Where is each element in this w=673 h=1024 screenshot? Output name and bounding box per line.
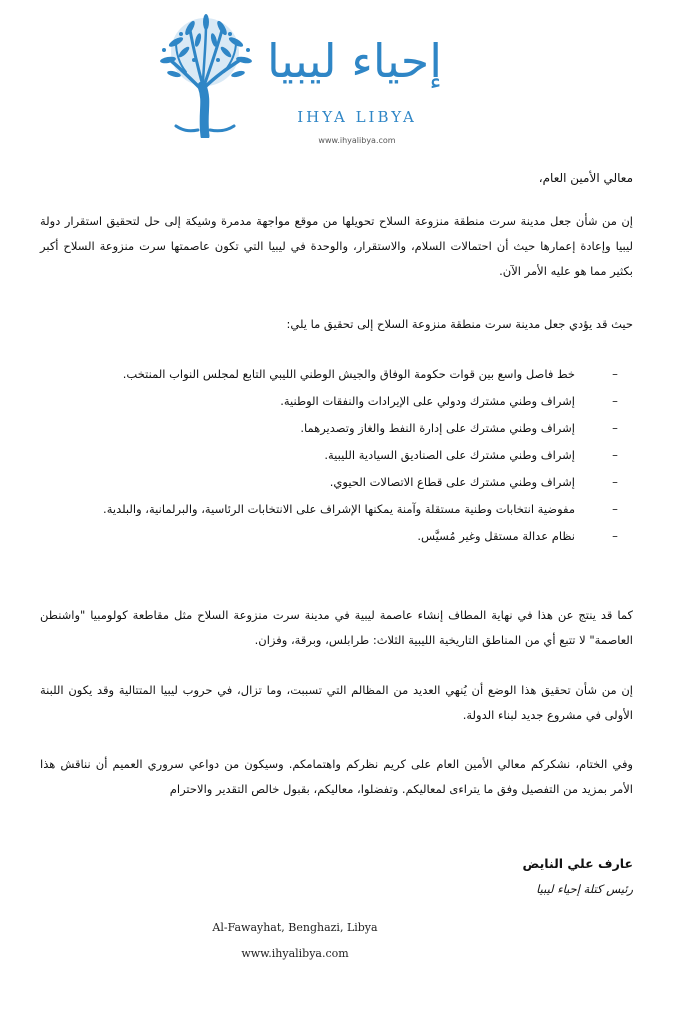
paragraph-3: كما قد ينتج عن هذا في نهاية المطاف إنشاء عاصمة ليبية في مدينة سرت منزوعة السلاح مثل مقاطعة كولومبيا "واشنطن العاصمة" لا تتبع أي من المناطق التاريخية الليبية الثلاث: طرابلس، وبرقة، وفزان. <box>40 608 633 647</box>
footer-address: Al-Fawayhat, Benghazi, Libya <box>212 921 378 934</box>
paragraph-1: إن من شأن جعل مدينة سرت منطقة منزوعة السلاح تحويلها من موقع مواجهة مدمرة وشيكة إلى حل لتحقيق استقرار دولة ليبيا وإعادة إعمارها حيث أن احتمالات السلام، والاستقرار، والوحدة في ليبيا التي تكون عاصمتها سرت منزوعة السلاح أكبر بكثير مما هو عليه الأمر الآن. <box>40 214 633 278</box>
logo-website: www.ihyalibya.com <box>318 136 396 145</box>
paragraph-2: حيث قد يؤدي جعل مدينة سرت منطقة منزوعة السلاح إلى تحقيق ما يلي: <box>286 317 633 331</box>
footer-website: www.ihyalibya.com <box>241 947 349 960</box>
logo-arabic-wordmark: إحياء ليبيا <box>266 34 442 88</box>
list-item <box>40 416 633 441</box>
dash-bullet: – <box>612 475 618 489</box>
list-item-text: إشراف وطني مشترك ودولي على الإيرادات والنفقات الوطنية. <box>280 394 575 408</box>
list-item <box>40 389 633 414</box>
list-item <box>40 524 633 549</box>
paragraph-4: إن من شأن تحقيق هذا الوضع أن يُنهي العديد من المظالم التي تسببت، وما تزال، في حروب ليبيا المتتالية وقد يكون اللبنة الأولى في مشروع جديد لبناء الدولة. <box>40 683 633 722</box>
list-item-text: إشراف وطني مشترك على قطاع الاتصالات الحيوي. <box>329 475 575 489</box>
list-item-text: خط فاصل واسع بين قوات حكومة الوفاق والجيش الوطني الليبي التابع لمجلس النواب المنتخب. <box>122 367 575 381</box>
list-item-text: نظام عدالة مستقل وغير مُسيَّس. <box>417 529 575 543</box>
dash-bullet: – <box>612 529 618 543</box>
list-item-text: إشراف وطني مشترك على إدارة النفط والغاز وتصديرهما. <box>300 421 575 435</box>
dash-bullet: – <box>612 502 618 516</box>
dash-bullet: – <box>612 394 618 408</box>
dash-bullet: – <box>612 448 618 462</box>
dash-bullet: – <box>612 367 618 381</box>
dash-bullet: – <box>612 421 618 435</box>
salutation: معالي الأمين العام، <box>538 171 633 185</box>
list-item <box>40 443 633 468</box>
list-item <box>40 470 633 495</box>
goals-list <box>40 362 633 551</box>
signature-title: رئيس كتلة إحياء ليبيا <box>536 882 633 896</box>
list-item-text: مفوضية انتخابات وطنية مستقلة وآمنة يمكنها الإشراف على الانتخابات الرئاسية، والبرلمانية، والبلدية. <box>103 502 575 516</box>
list-item <box>40 362 633 387</box>
olive-tree-icon <box>146 12 264 138</box>
paragraph-5: وفي الختام، نشكركم معالي الأمين العام على كريم نظركم واهتمامكم. وسيكون من دواعي سروري العميم أن نناقش هذا الأمر بمزيد من التفصيل وفق ما يتراءى لمعاليكم. وتفضلوا، معاليكم، بقبول خالص التقدير والاحترام <box>40 757 633 796</box>
logo-english-wordmark: IHYA LIBYA <box>297 108 417 126</box>
signature-name: عارف علي النايض <box>522 856 633 871</box>
list-item <box>40 497 633 522</box>
list-item-text: إشراف وطني مشترك على الصناديق السيادية الليبية. <box>324 448 575 462</box>
